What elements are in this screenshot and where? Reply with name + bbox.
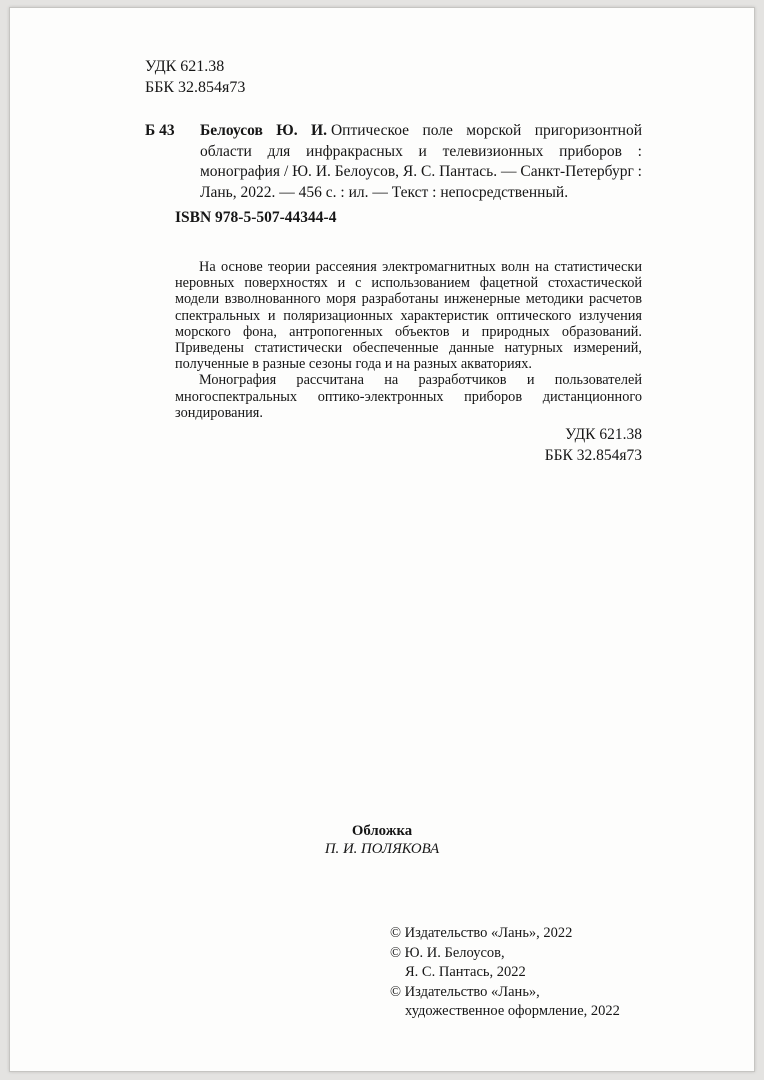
annotation (175, 259, 642, 421)
entry-author: Белоусов Ю. И. (200, 122, 327, 139)
copyright-line: © Ю. И. Белоусов, (390, 944, 505, 961)
udk-code-top: УДК 621.38 (145, 58, 225, 75)
bibliographic-entry (145, 121, 642, 203)
isbn: ISBN 978-5-507-44344-4 (175, 209, 337, 226)
copyright-line: Я. С. Пантась, 2022 (405, 964, 526, 980)
cover-credit-label: Обложка (351, 823, 413, 839)
annotation-paragraph-2: Монография рассчитана на разработчиков и пользователей многоспектральных оптико-электронных приборов дистанционного зондирования. (175, 372, 642, 421)
copyright-line: © Издательство «Лань», 2022 (390, 925, 573, 941)
entry-description: Оптическое поле морской пригоризонтной области для инфракрасных и телевизионных приборов : монография / Ю. И. Белоусов, Я. С. Пантась. — Санкт-Петербург : Лань, 2022. — 456 с. : ил. — Текст : непосредственный. (200, 122, 642, 201)
classification-codes-right (145, 424, 642, 466)
entry-paragraph (145, 121, 642, 203)
cover-credit-name: П. И. ПОЛЯКОВА (324, 841, 440, 857)
copyright-line: художественное оформление, 2022 (405, 1003, 620, 1019)
annotation-paragraph-1: На основе теории рассеяния электромагнитных волн на статистически неровных поверхностях и с использованием фацетной стохастической модели взволнованного моря разработаны инженерные методики расчетов спектральных и поляризационных характеристик оптического излучения морского фона, антропогенных объектов и природных образований. Приведены статистически обеспеченные данные натурных измерений, полученные в разные сезоны года и на разных акваториях. (175, 259, 642, 373)
copyright-block (390, 924, 620, 1022)
cover-credit (0, 822, 764, 858)
entry-code: Б 43 (145, 122, 175, 139)
udk-code-right: УДК 621.38 (565, 426, 642, 443)
copyright-line: © Издательство «Лань», (390, 983, 540, 1000)
bbk-code-right: ББК 32.854я73 (544, 447, 642, 464)
classification-codes-top (145, 56, 245, 98)
bbk-code-top: ББК 32.854я73 (145, 79, 246, 96)
